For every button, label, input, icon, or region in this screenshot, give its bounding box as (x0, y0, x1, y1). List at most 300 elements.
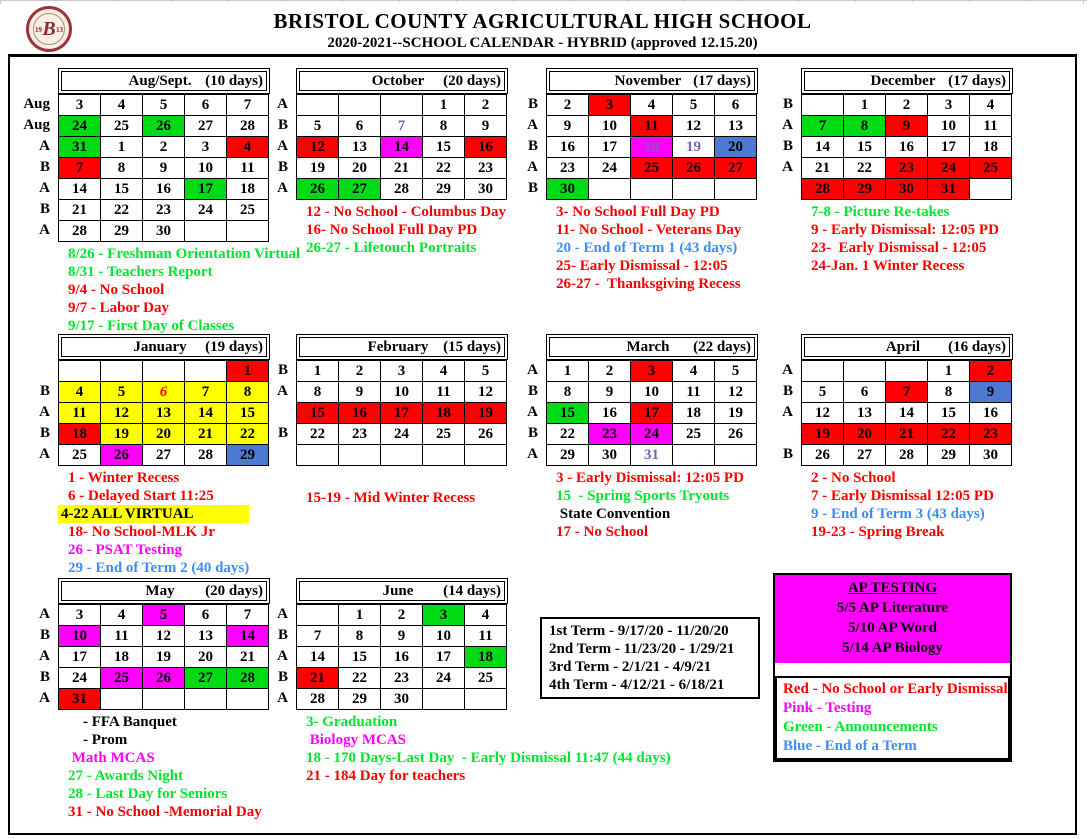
month-table (296, 68, 508, 200)
month-november (508, 68, 758, 293)
day-cell: 16 (465, 137, 507, 158)
month-title (58, 578, 270, 604)
day-cell: 29 (928, 445, 970, 466)
day-cell: 14 (185, 403, 227, 424)
calendar-note: 7 - Early Dismissal 12:05 PD (811, 488, 994, 504)
cycle-label: B (277, 627, 288, 643)
day-cell: 17 (185, 179, 227, 200)
day-cell: 26 (802, 445, 844, 466)
month-notes (61, 469, 270, 577)
month-name: March (626, 338, 670, 355)
month-title (296, 68, 508, 94)
empty-cell (297, 445, 339, 466)
calendar-note: - Prom (68, 732, 128, 748)
day-cell: 4 (101, 95, 143, 116)
term-range: 4th Term - 4/12/21 - 6/18/21 (549, 677, 725, 693)
month-table (546, 68, 758, 200)
day-cell: 12 (465, 382, 507, 403)
empty-cell (101, 361, 143, 382)
cycle-label (763, 423, 801, 444)
month-title (296, 578, 508, 604)
empty-cell (465, 445, 507, 466)
month-notes (306, 203, 508, 257)
month-title (58, 334, 270, 360)
calendar-note: Math MCAS (68, 750, 155, 766)
cycle-label: A (782, 117, 793, 133)
day-cell: 23 (143, 200, 185, 221)
calendar-note: 16- No School Full Day PD (306, 222, 478, 238)
day-cell: 9 (589, 382, 631, 403)
day-cell: 19 (297, 158, 339, 179)
calendar-note: 15-19 - Mid Winter Recess (306, 490, 476, 506)
day-cell: 3 (631, 361, 673, 382)
terms-box (540, 617, 760, 699)
cycle-label: B (527, 425, 538, 441)
day-cell: 8 (928, 382, 970, 403)
day-cell: 22 (339, 668, 381, 689)
calendar-note: 3 - Early Dismissal: 12:05 PD (556, 470, 744, 486)
month-name: May (145, 582, 175, 599)
month-table (58, 578, 270, 710)
day-cell: 9 (886, 116, 928, 137)
day-cell: 28 (59, 221, 101, 242)
month-name: December (870, 72, 936, 89)
day-cell: 10 (423, 626, 465, 647)
day-cell: 19 (673, 137, 715, 158)
day-cell: 2 (143, 137, 185, 158)
day-cell: 13 (339, 137, 381, 158)
cycle-label: B (527, 383, 538, 399)
day-cell: 25 (970, 158, 1012, 179)
month-name: October (371, 72, 425, 89)
day-cell: 27 (185, 116, 227, 137)
day-cell: 8 (227, 382, 269, 403)
empty-cell (423, 689, 465, 710)
month-notes (306, 713, 671, 785)
calendar-note: 26-27 - Lifetouch Portraits (306, 240, 477, 256)
ap-legend-box (773, 573, 1012, 762)
day-cell: 25 (631, 158, 673, 179)
empty-cell (715, 445, 757, 466)
day-cell: 22 (227, 424, 269, 445)
day-cell: 9 (143, 158, 185, 179)
day-cell: 18 (59, 424, 101, 445)
cycle-label: A (782, 159, 793, 175)
day-cell: 12 (673, 116, 715, 137)
day-cell: 9 (465, 116, 507, 137)
day-cell: 29 (547, 445, 589, 466)
day-cell: 25 (59, 445, 101, 466)
cycle-label: A (527, 159, 538, 175)
day-cell: 5 (297, 116, 339, 137)
day-grid (296, 360, 507, 466)
cycle-label: B (39, 383, 50, 399)
cycle-label: B (782, 383, 793, 399)
month-days-count: (17 days) (693, 72, 751, 89)
month-name: April (885, 338, 921, 355)
cycle-label: B (277, 425, 288, 441)
day-cell: 11 (227, 158, 269, 179)
day-cell: 4 (227, 137, 269, 158)
seal-year-left: 19 (35, 26, 42, 34)
cycle-label: A (277, 180, 288, 196)
cycle-label: A (277, 383, 288, 399)
day-cell: 19 (101, 424, 143, 445)
day-cell: 18 (970, 137, 1012, 158)
day-cell: 21 (185, 424, 227, 445)
month-calendar (508, 334, 758, 466)
calendar-note: 20 - End of Term 1 (43 days) (556, 240, 738, 256)
month-notes (306, 489, 508, 507)
day-cell: 24 (423, 668, 465, 689)
day-cell: 5 (101, 382, 143, 403)
month-name: January (133, 338, 187, 355)
month-december (763, 68, 1013, 275)
day-cell: 10 (185, 158, 227, 179)
cycle-label: A (277, 606, 288, 622)
day-cell: 8 (423, 116, 465, 137)
day-cell: 13 (715, 116, 757, 137)
cycle-label: B (39, 425, 50, 441)
month-table (546, 334, 758, 466)
day-cell: 3 (423, 605, 465, 626)
month-table (58, 334, 270, 466)
day-cell: 4 (423, 361, 465, 382)
ap-testing-title: AP TESTING (847, 580, 938, 596)
calendar-note: 18- No School-MLK Jr (68, 524, 216, 540)
day-cell: 21 (59, 200, 101, 221)
day-cell: 1 (297, 361, 339, 382)
empty-cell (802, 361, 844, 382)
day-cell: 28 (227, 116, 269, 137)
day-cell: 7 (886, 382, 928, 403)
day-cell: 12 (143, 626, 185, 647)
month-table (801, 334, 1013, 466)
color-legend (775, 676, 1010, 760)
month-name: June (382, 582, 414, 599)
day-cell: 16 (339, 403, 381, 424)
day-cell: 21 (381, 158, 423, 179)
day-cell: 18 (101, 647, 143, 668)
cycle-label: A (527, 117, 538, 133)
day-cell: 26 (673, 158, 715, 179)
calendar-note: 7-8 - Picture Re-takes (811, 204, 950, 220)
day-cell: 28 (802, 179, 844, 200)
day-cell: 15 (227, 403, 269, 424)
month-calendar (20, 578, 270, 710)
cycle-label-column (20, 68, 58, 242)
cycle-label: A (277, 138, 288, 154)
cycle-label-column (508, 334, 546, 466)
day-cell: 23 (589, 424, 631, 445)
day-cell: 15 (297, 403, 339, 424)
day-cell: 30 (886, 179, 928, 200)
cycle-label: B (277, 362, 288, 378)
day-cell: 4 (673, 361, 715, 382)
calendar-note: 9 - End of Term 3 (43 days) (811, 506, 985, 522)
day-cell: 8 (101, 158, 143, 179)
cycle-label-column (763, 334, 801, 466)
month-title (801, 334, 1013, 360)
day-cell: 7 (297, 626, 339, 647)
day-cell: 17 (928, 137, 970, 158)
day-cell: 20 (844, 424, 886, 445)
month-days-count: (14 days) (443, 582, 501, 599)
day-cell: 3 (185, 137, 227, 158)
day-cell: 18 (631, 137, 673, 158)
day-cell: 15 (423, 137, 465, 158)
day-cell: 7 (802, 116, 844, 137)
day-cell: 16 (143, 179, 185, 200)
cycle-label: A (39, 446, 50, 462)
day-cell: 16 (886, 137, 928, 158)
day-cell: 8 (547, 382, 589, 403)
day-cell: 1 (101, 137, 143, 158)
day-cell: 10 (928, 116, 970, 137)
empty-cell (297, 95, 339, 116)
day-cell: 14 (59, 179, 101, 200)
day-cell: 26 (143, 668, 185, 689)
empty-cell (802, 95, 844, 116)
day-grid (296, 604, 507, 710)
day-cell: 23 (970, 424, 1012, 445)
day-cell: 5 (465, 361, 507, 382)
day-cell: 1 (227, 361, 269, 382)
day-cell: 21 (297, 668, 339, 689)
ap-legend-gap (775, 663, 1010, 676)
day-cell: 22 (844, 158, 886, 179)
day-cell: 12 (715, 382, 757, 403)
day-cell: 17 (631, 403, 673, 424)
day-cell: 15 (339, 647, 381, 668)
day-grid (58, 360, 269, 466)
month-may (20, 578, 270, 821)
month-notes (811, 203, 1013, 275)
day-cell: 2 (886, 95, 928, 116)
day-cell: 11 (59, 403, 101, 424)
day-cell: 25 (423, 424, 465, 445)
day-cell: 2 (547, 95, 589, 116)
day-cell: 31 (631, 445, 673, 466)
empty-cell (381, 95, 423, 116)
day-cell: 2 (970, 361, 1012, 382)
empty-cell (101, 689, 143, 710)
day-cell: 30 (465, 179, 507, 200)
calendar-note: 4-22 ALL VIRTUAL (58, 505, 249, 523)
day-cell: 11 (101, 626, 143, 647)
day-cell: 21 (802, 158, 844, 179)
calendar-note: 21 - 184 Day for teachers (306, 768, 466, 784)
day-cell: 24 (59, 116, 101, 137)
day-cell: 17 (423, 647, 465, 668)
day-cell: 30 (547, 179, 589, 200)
day-cell: 22 (101, 200, 143, 221)
cycle-label: B (277, 117, 288, 133)
day-cell: 11 (673, 382, 715, 403)
day-cell: 27 (844, 445, 886, 466)
month-february (258, 334, 508, 507)
calendar-note: 18 - 170 Days-Last Day - Early Dismissal 11:47 (44 days) (306, 750, 671, 766)
empty-cell (297, 605, 339, 626)
day-cell: 22 (423, 158, 465, 179)
day-cell: 20 (143, 424, 185, 445)
day-cell: 25 (227, 200, 269, 221)
cycle-label-column (258, 334, 296, 466)
month-name: February (367, 338, 429, 355)
cycle-label: B (527, 138, 538, 154)
day-cell: 3 (381, 361, 423, 382)
day-cell: 29 (844, 179, 886, 200)
day-cell: 9 (970, 382, 1012, 403)
day-cell: 24 (185, 200, 227, 221)
cycle-label: B (277, 669, 288, 685)
day-cell: 9 (339, 382, 381, 403)
calendar-note: 9/7 - Labor Day (68, 300, 169, 316)
day-cell: 11 (970, 116, 1012, 137)
month-title (546, 334, 758, 360)
day-cell: 16 (589, 403, 631, 424)
month-table (801, 68, 1013, 200)
day-cell: 15 (928, 403, 970, 424)
day-cell: 16 (547, 137, 589, 158)
day-cell: 6 (185, 605, 227, 626)
day-cell: 7 (185, 382, 227, 403)
calendar-note: 15 - Spring Sports Tryouts (556, 488, 730, 504)
calendar-note: 26-27 - Thanksgiving Recess (556, 276, 741, 292)
ap-exam-date: 5/14 AP Biology (842, 640, 943, 656)
day-cell: 25 (673, 424, 715, 445)
day-grid (58, 604, 269, 710)
cycle-label: B (39, 669, 50, 685)
calendar-note: 23- Early Dismissal - 12:05 (811, 240, 987, 256)
day-cell: 1 (339, 605, 381, 626)
day-cell: 28 (227, 668, 269, 689)
empty-cell (631, 179, 673, 200)
month-october (258, 68, 508, 257)
cycle-label: B (39, 159, 50, 175)
cycle-label: B (39, 201, 50, 217)
day-cell: 3 (928, 95, 970, 116)
day-cell: 17 (589, 137, 631, 158)
cycle-label: B (39, 627, 50, 643)
month-days-count: (19 days) (205, 338, 263, 355)
cycle-label: A (782, 404, 793, 420)
day-cell: 22 (297, 424, 339, 445)
day-cell: 26 (465, 424, 507, 445)
empty-cell (465, 689, 507, 710)
day-cell: 7 (227, 95, 269, 116)
day-cell: 9 (381, 626, 423, 647)
month-title (296, 334, 508, 360)
day-cell: 31 (928, 179, 970, 200)
cycle-label: A (782, 362, 793, 378)
day-cell: 17 (381, 403, 423, 424)
day-cell: 18 (465, 647, 507, 668)
month-notes (68, 245, 300, 335)
month-title (58, 68, 270, 94)
cycle-label: B (277, 159, 288, 175)
day-cell: 18 (673, 403, 715, 424)
cycle-label (20, 360, 58, 381)
empty-cell (381, 445, 423, 466)
day-cell: 24 (928, 158, 970, 179)
day-cell: 25 (101, 116, 143, 137)
day-cell: 11 (631, 116, 673, 137)
cycle-label: A (39, 222, 50, 238)
day-cell: 24 (381, 424, 423, 445)
month-table (58, 68, 270, 242)
empty-cell (339, 445, 381, 466)
day-cell: 27 (339, 179, 381, 200)
day-cell: 26 (143, 116, 185, 137)
day-cell: 22 (928, 424, 970, 445)
empty-cell (673, 445, 715, 466)
day-cell: 22 (547, 424, 589, 445)
calendar-note: 24-Jan. 1 Winter Recess (811, 258, 965, 274)
month-calendar (763, 334, 1013, 466)
calendar-note: 19-23 - Spring Break (811, 524, 945, 540)
month-notes (556, 203, 758, 293)
calendar-note: 6 - Delayed Start 11:25 (68, 488, 214, 504)
day-cell: 7 (227, 605, 269, 626)
day-cell: 3 (59, 95, 101, 116)
day-cell: 12 (297, 137, 339, 158)
day-cell: 18 (423, 403, 465, 424)
day-cell: 13 (185, 626, 227, 647)
cycle-label: A (39, 606, 50, 622)
cycle-label: A (277, 648, 288, 664)
month-days-count: (16 days) (948, 338, 1006, 355)
calendar-note: 12 - No School - Columbus Day (306, 204, 507, 220)
empty-cell (339, 95, 381, 116)
cycle-label-column (20, 334, 58, 466)
empty-cell (59, 361, 101, 382)
day-cell: 26 (101, 445, 143, 466)
cycle-label: B (527, 96, 538, 112)
legend-entry: Red - No School or Early Dismissal (783, 681, 1008, 697)
day-cell: 27 (715, 158, 757, 179)
month-name: Aug/Sept. (128, 72, 192, 89)
empty-cell (886, 361, 928, 382)
day-cell: 23 (339, 424, 381, 445)
empty-cell (673, 179, 715, 200)
day-cell: 11 (465, 626, 507, 647)
day-cell: 10 (631, 382, 673, 403)
month-january (20, 334, 270, 577)
cycle-label: Aug (23, 96, 50, 112)
legend-entry: Green - Announcements (783, 719, 938, 735)
day-cell: 14 (886, 403, 928, 424)
month-days-count: (10 days) (205, 72, 263, 89)
day-cell: 6 (339, 116, 381, 137)
cycle-label: A (527, 362, 538, 378)
day-cell: 2 (339, 361, 381, 382)
day-cell: 16 (970, 403, 1012, 424)
month-days-count: (20 days) (443, 72, 501, 89)
month-name: November (614, 72, 682, 89)
day-cell: 31 (59, 137, 101, 158)
day-cell: 29 (227, 445, 269, 466)
calendar-note: - FFA Banquet (68, 714, 177, 730)
cycle-label: Aug (23, 117, 50, 133)
cycle-label: B (782, 138, 793, 154)
day-cell: 8 (339, 626, 381, 647)
day-cell: 3 (589, 95, 631, 116)
day-cell: 5 (143, 605, 185, 626)
ap-exam-date: 5/5 AP Literature (836, 600, 949, 616)
month-notes (556, 469, 758, 541)
day-cell: 28 (886, 445, 928, 466)
